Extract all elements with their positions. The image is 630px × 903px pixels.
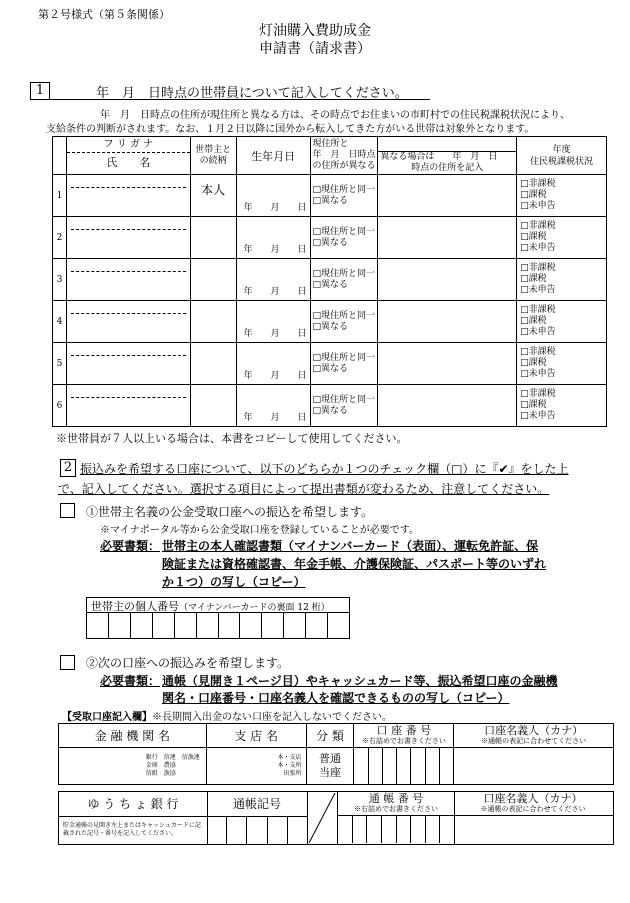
- row-address-check[interactable]: [310, 259, 378, 301]
- row-name-input[interactable]: [67, 314, 190, 342]
- row-number: 6: [53, 385, 67, 427]
- bango-digit-cell[interactable]: [382, 816, 397, 843]
- yucho-header: ゆ う ち ょ 銀 行: [59, 792, 207, 817]
- account-caption-bold: 【受取口座記入欄】: [62, 712, 152, 723]
- addr-same-checkbox[interactable]: □現住所と同一: [312, 352, 376, 363]
- header-name-cell: [66, 137, 190, 175]
- row-furigana-line[interactable]: [71, 175, 186, 188]
- addr-diff-checkbox[interactable]: □異なる: [312, 279, 349, 290]
- option-1-req-2: 険証または資格確認書、年金手帳、介護保険証、パスポート等のいずれ: [162, 557, 547, 571]
- acct-sub: ※右詰めでお書きください: [361, 736, 446, 745]
- section-2-heading-2: で、記入してください。選択する項目によって提出書類が変わるため、注意してください。: [58, 482, 550, 496]
- kigo-digit-cell[interactable]: [207, 817, 227, 844]
- bank-type-label: 金庫: [145, 762, 158, 769]
- holder-header: 口座名義人（カナ）: [484, 723, 584, 737]
- tax-unfiled-checkbox[interactable]: □未申告: [520, 201, 556, 211]
- row-birth[interactable]: 年 月 日: [236, 343, 310, 385]
- tax-taxed-checkbox[interactable]: □課税: [520, 400, 547, 410]
- row-name-cell[interactable]: [66, 259, 190, 301]
- mynumber-digit-cell[interactable]: [240, 613, 262, 639]
- kigo-digit-cell[interactable]: [268, 817, 288, 844]
- bank-type-label: 信組: [145, 770, 158, 777]
- addr-diff-checkbox[interactable]: □異なる: [312, 405, 349, 416]
- tsucho-kigo-cell: [207, 792, 308, 844]
- option-1-req-1: 世帯主の本人確認書類（マイナンバーカード（表面）、運転免許証、保: [162, 539, 539, 553]
- row-name-input[interactable]: [67, 398, 190, 426]
- header-diff-top: 異なる場合は 年 月 日: [380, 152, 498, 162]
- branch-type-label: 本・支所: [277, 762, 302, 769]
- row-diff-address[interactable]: [378, 385, 517, 427]
- tax-taxed-checkbox[interactable]: □課税: [520, 190, 547, 200]
- mynumber-digit-cell[interactable]: [219, 613, 241, 639]
- header-address-mid: 年 月 日時点: [312, 150, 376, 160]
- tsucho-kigo-header: 通帳記号: [207, 792, 307, 817]
- addr-same-checkbox[interactable]: □現住所と同一: [312, 394, 376, 405]
- header-address: [310, 137, 378, 175]
- tax-exempt-checkbox[interactable]: □非課税: [520, 221, 556, 231]
- mynumber-digit-cell[interactable]: [197, 613, 219, 639]
- yucho-holder-sub: ※通帳の表記に合わせてください: [480, 805, 586, 813]
- row-address-check[interactable]: [310, 301, 378, 343]
- table-row: [53, 175, 607, 217]
- mynumber-digit-cell[interactable]: [175, 613, 197, 639]
- row-name-input[interactable]: [67, 272, 190, 300]
- header-name: 氏 名: [106, 156, 151, 169]
- header-diff-address: [378, 137, 517, 175]
- mynumber-digit-cell[interactable]: [328, 613, 349, 639]
- row-number: 4: [53, 301, 67, 343]
- row-furigana-line[interactable]: [71, 385, 186, 398]
- row-name-cell[interactable]: [66, 385, 190, 427]
- branch-types: [207, 754, 306, 778]
- option-2-checkbox[interactable]: [60, 655, 75, 670]
- section-1-footnote: ※世帯員が７人以上いる場合は、本書をコピーして使用してください。: [56, 432, 408, 445]
- yucho-cell: [59, 792, 208, 844]
- row-address-check[interactable]: [310, 175, 378, 217]
- tax-taxed-checkbox[interactable]: □課税: [520, 274, 547, 284]
- tax-unfiled-checkbox[interactable]: □未申告: [520, 411, 556, 421]
- header-tax: [517, 137, 607, 175]
- acct-digit-cell[interactable]: [369, 748, 383, 784]
- option-1-label: ①世帯主名義の公金受取口座への振込を希望します。: [86, 505, 374, 519]
- bango-digit-cell[interactable]: [367, 816, 382, 843]
- addr-same-checkbox[interactable]: □現住所と同一: [312, 268, 376, 279]
- row-relation[interactable]: 本人: [190, 175, 236, 217]
- mynumber-digits[interactable]: [87, 612, 349, 639]
- row-tax[interactable]: [517, 385, 607, 427]
- row-address-check[interactable]: [310, 343, 378, 385]
- branch-name-input[interactable]: [206, 748, 306, 785]
- yucho-holder-header: 口座名義人（カナ）: [483, 792, 583, 805]
- household-table: [52, 136, 607, 427]
- option-1-checkbox[interactable]: [60, 503, 75, 518]
- branch-type-label: 出張所: [283, 770, 302, 777]
- row-diff-address[interactable]: [378, 175, 517, 217]
- row-relation[interactable]: [190, 385, 236, 427]
- section-1-heading: 年 月 日時点の世帯員について記入してください。: [96, 86, 408, 101]
- acct-digit-cell[interactable]: [397, 748, 411, 784]
- row-name-input[interactable]: [67, 188, 190, 216]
- header-relation: 世帯主との続柄: [190, 137, 236, 175]
- tax-taxed-checkbox[interactable]: □課税: [520, 232, 547, 242]
- addr-diff-checkbox[interactable]: □異なる: [312, 321, 349, 332]
- row-furigana-line[interactable]: [71, 301, 186, 314]
- row-name-cell[interactable]: [66, 217, 190, 259]
- tsucho-sub: ※右詰めでお書きください: [354, 805, 438, 813]
- branch-header: 支 店 名: [206, 724, 306, 748]
- row-tax[interactable]: [517, 343, 607, 385]
- row-number: 1: [53, 175, 67, 217]
- tax-exempt-checkbox[interactable]: □非課税: [520, 389, 556, 399]
- row-relation[interactable]: [190, 259, 236, 301]
- mynumber-digit-cell[interactable]: [284, 613, 306, 639]
- header-no: [53, 137, 67, 175]
- row-tax[interactable]: [517, 175, 607, 217]
- header-address-top: 現住所と: [312, 139, 349, 149]
- option-2-req-1: 通帳（見開き１ページ目）やキャッシュカード等、振込希望口座の金融機: [162, 674, 558, 688]
- section-2-heading-1: 振込みを希望する口座について、以下のどちらか１つのチェック欄（□）に『✔』をした上: [80, 462, 569, 476]
- mynumber-label: 世帯主の個人番号: [91, 600, 179, 613]
- option-1-note: ※マイナポータル等から公金受取口座を登録していることが必要です。: [100, 525, 419, 536]
- section-2-number: 2: [60, 459, 76, 477]
- tax-unfiled-checkbox[interactable]: □未申告: [520, 243, 556, 253]
- row-name-input[interactable]: [67, 356, 190, 384]
- row-diff-address[interactable]: [378, 301, 517, 343]
- holder-sub: ※通帳の表記に合わせてください: [481, 736, 587, 745]
- row-relation[interactable]: [190, 301, 236, 343]
- acct-digit-cell[interactable]: [354, 748, 368, 784]
- mynumber-digit-cell[interactable]: [109, 613, 131, 639]
- bank-type-label: 銀行: [145, 754, 158, 761]
- addr-diff-checkbox[interactable]: □異なる: [312, 195, 349, 206]
- form-label: 第２号様式（第５条関係）: [38, 8, 170, 21]
- tax-taxed-checkbox[interactable]: □課税: [520, 358, 547, 368]
- row-birth[interactable]: 年 月 日: [236, 385, 310, 427]
- header-tax-bot: 住民税課税状況: [530, 156, 594, 167]
- account-caption-rest: ※長期間入出金のない口座を記入しないでください。: [152, 712, 392, 723]
- header-furigana: フ リ ガ ナ: [67, 138, 190, 153]
- kigo-digit-cell[interactable]: [227, 817, 247, 844]
- bango-digit-cell[interactable]: [440, 816, 454, 843]
- addr-same-checkbox[interactable]: □現住所と同一: [312, 226, 376, 237]
- row-tax[interactable]: [517, 259, 607, 301]
- row-diff-address[interactable]: [378, 259, 517, 301]
- acct-digit-cell[interactable]: [411, 748, 425, 784]
- bango-digit-cell[interactable]: [353, 816, 368, 843]
- bank-type-label: 漁協: [163, 770, 176, 777]
- holder-name-input[interactable]: [454, 748, 614, 785]
- row-address-check[interactable]: [310, 385, 378, 427]
- bank-types-col1: [146, 754, 158, 778]
- bango-digit-cell[interactable]: [426, 816, 441, 843]
- row-address-check[interactable]: [310, 217, 378, 259]
- tax-unfiled-checkbox[interactable]: □未申告: [520, 285, 556, 295]
- table-row: [53, 301, 607, 343]
- bango-digit-cell[interactable]: [338, 816, 353, 843]
- table-row: [53, 217, 607, 259]
- section-1-note-2: 支給条件の判断がされます。なお、１月２日以降に国外から転入してきた方がいる世帯は対象外となります。: [46, 124, 535, 135]
- header-birth: 生年月日: [236, 137, 310, 175]
- yucho-slash: [307, 792, 337, 844]
- bank-table: [58, 723, 614, 785]
- bank-type-label: 農協: [163, 762, 176, 769]
- tsucho-bango-input[interactable]: [338, 816, 454, 843]
- section-1-note-1: 年 月 日時点の住所が現住所と異なる方は、その時点でお住まいの市町村での住民税課税状況により、: [100, 110, 570, 121]
- option-2-req-2: 関名・口座番号・口座名義人を確認できるものの写し（コピー）: [162, 691, 510, 705]
- addr-diff-checkbox[interactable]: □異なる: [312, 363, 349, 374]
- tax-unfiled-checkbox[interactable]: □未申告: [520, 369, 556, 379]
- tax-unfiled-checkbox[interactable]: □未申告: [520, 327, 556, 337]
- bank-type-label: 信連: [163, 754, 176, 761]
- tsucho-kigo-input[interactable]: [207, 817, 307, 844]
- header-tax-top: 年度: [552, 144, 571, 155]
- yucho-table: [58, 791, 614, 845]
- acct-digit-cell[interactable]: [383, 748, 397, 784]
- bango-digit-cell[interactable]: [397, 816, 412, 843]
- row-birth[interactable]: 年 月 日: [236, 175, 310, 217]
- bank-header: 金 融 機 関 名: [59, 724, 207, 748]
- bango-digit-cell[interactable]: [411, 816, 426, 843]
- acct-digit-cell[interactable]: [440, 748, 453, 784]
- row-birth[interactable]: 年 月 日: [236, 217, 310, 259]
- row-tax[interactable]: [517, 217, 607, 259]
- option-2-req-label: 必要書類：: [100, 674, 161, 688]
- addr-diff-checkbox[interactable]: □異なる: [312, 237, 349, 248]
- row-tax[interactable]: [517, 301, 607, 343]
- type-header: 分 類: [306, 724, 354, 748]
- section-1-number: 1: [30, 82, 50, 100]
- mynumber-digit-cell[interactable]: [262, 613, 284, 639]
- branch-type-label: 本・支店: [277, 754, 302, 761]
- holder-header-cell: [454, 724, 614, 748]
- row-furigana-line[interactable]: [71, 217, 186, 230]
- table-row: [53, 385, 607, 427]
- row-relation[interactable]: [190, 343, 236, 385]
- tax-exempt-checkbox[interactable]: □非課税: [520, 263, 556, 273]
- row-number: 5: [53, 343, 67, 385]
- row-furigana-line[interactable]: [71, 343, 186, 356]
- row-name-input[interactable]: [67, 230, 190, 258]
- table-row: [53, 343, 607, 385]
- bank-types-col3: [182, 754, 200, 778]
- tax-taxed-checkbox[interactable]: □課税: [520, 316, 547, 326]
- row-name-cell[interactable]: [66, 301, 190, 343]
- bank-name-input[interactable]: [59, 748, 207, 785]
- row-number: 2: [53, 217, 67, 259]
- row-number: 3: [53, 259, 67, 301]
- yucho-holder-cell[interactable]: [453, 792, 613, 844]
- title-line-2: 申請書（請求書）: [259, 41, 371, 57]
- row-birth[interactable]: 年 月 日: [236, 301, 310, 343]
- option-1-req-label: 必要書類：: [100, 539, 161, 553]
- row-birth[interactable]: 年 月 日: [236, 259, 310, 301]
- option-1-req-3: か１つ）の写し（コピー）: [162, 575, 306, 589]
- row-furigana-line[interactable]: [71, 259, 186, 272]
- addr-same-checkbox[interactable]: □現住所と同一: [312, 184, 376, 195]
- row-relation[interactable]: [190, 217, 236, 259]
- option-2-label: ②次の口座への振込みを希望します。: [86, 656, 290, 670]
- tax-exempt-checkbox[interactable]: □非課税: [520, 305, 556, 315]
- tax-exempt-checkbox[interactable]: □非課税: [520, 179, 556, 189]
- row-name-cell[interactable]: [66, 343, 190, 385]
- tsucho-bango-header: 通 帳 番 号: [368, 792, 424, 805]
- mynumber-digit-cell[interactable]: [306, 613, 328, 639]
- bank-types-col2: [164, 754, 176, 778]
- header-address-bot: の住所が異なる: [312, 161, 376, 171]
- row-diff-address[interactable]: [378, 217, 517, 259]
- section-1-underline: [50, 99, 430, 100]
- acct-type-label: 普通: [319, 752, 342, 765]
- bank-type-label: 信漁連: [181, 754, 200, 761]
- header-diff-bot: 時点の住所を記入: [411, 163, 484, 173]
- acct-header-cell: [354, 724, 454, 748]
- acct-type-select[interactable]: [306, 748, 354, 785]
- kigo-digit-cell[interactable]: [288, 817, 307, 844]
- table-row: [53, 259, 607, 301]
- mynumber-box: [86, 597, 350, 639]
- row-name-cell[interactable]: [66, 175, 190, 217]
- mynumber-note: （マイナンバーカードの裏面 12 桁）: [179, 603, 330, 613]
- addr-same-checkbox[interactable]: □現住所と同一: [312, 310, 376, 321]
- kigo-digit-cell[interactable]: [247, 817, 267, 844]
- mynumber-digit-cell[interactable]: [87, 613, 109, 639]
- acct-number-input[interactable]: [354, 748, 454, 785]
- yucho-note: 貯金通帳の見開き左上またはキャッシュカードに記載された記号・番号を記入してください。: [63, 822, 201, 837]
- tsucho-bango-cell: [337, 792, 455, 844]
- account-caption: [62, 708, 392, 723]
- tax-exempt-checkbox[interactable]: □非課税: [520, 347, 556, 357]
- acct-digit-cell[interactable]: [426, 748, 440, 784]
- acct-header: 口 座 番 号: [376, 723, 432, 737]
- mynumber-digit-cell[interactable]: [153, 613, 175, 639]
- row-diff-address[interactable]: [378, 343, 517, 385]
- acct-type-label: 当座: [319, 766, 342, 779]
- mynumber-digit-cell[interactable]: [131, 613, 153, 639]
- title-line-1: 灯油購入費助成金: [259, 23, 371, 39]
